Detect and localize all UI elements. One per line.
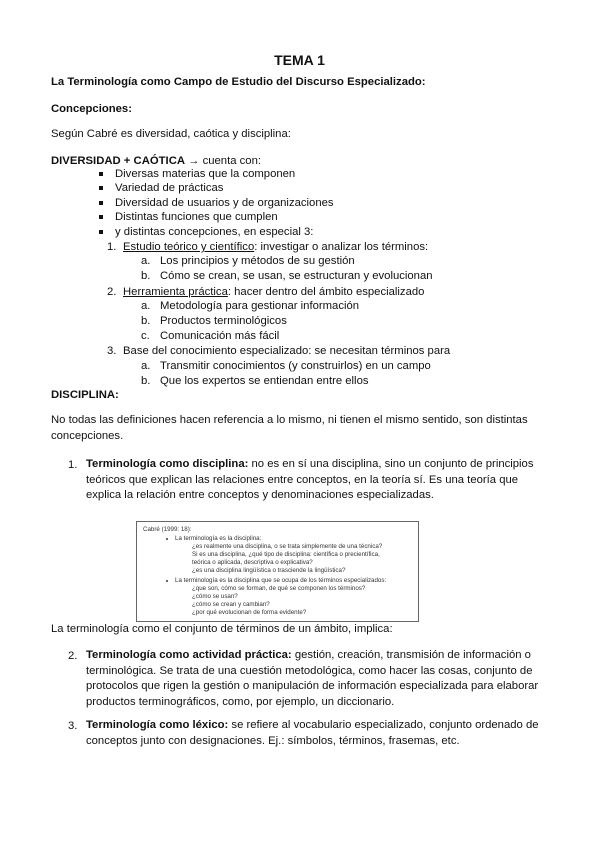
list-item-bold: Terminología como actividad práctica: xyxy=(86,649,292,661)
figure-line: ¿que son, cómo se forman, de qué se componen los términos? xyxy=(192,585,366,592)
sub-item-letter: b. xyxy=(141,270,151,282)
figure-caption: Cabré (1999: 18): xyxy=(143,526,192,533)
list-item-number: 2. xyxy=(68,650,78,662)
bullet-square-icon xyxy=(99,215,103,219)
numbered-item-text xyxy=(123,240,428,255)
embedded-figure xyxy=(136,521,419,622)
figure-bullet-text: La terminología es la disciplina que se ocupa de los términos especializados: xyxy=(175,577,387,584)
numbered-item-number: 2. xyxy=(107,286,117,298)
bullet-square-icon xyxy=(99,201,103,205)
page-title: TEMA 1 xyxy=(274,52,325,68)
list-item-bold: Terminología como léxico: xyxy=(86,719,229,731)
numbered-item-term: Estudio teórico y científico xyxy=(123,241,255,253)
figure-line: ¿cómo se usan? xyxy=(192,593,238,600)
numbered-item-text xyxy=(123,285,424,300)
bullet-item: Variedad de prácticas xyxy=(115,182,224,194)
bullet-item: y distintas concepciones, en especial 3: xyxy=(115,226,314,238)
sub-item-letter: a. xyxy=(141,360,151,372)
figure-line: ¿es realmente una disciplina, o se trata simplemente de una técnica? xyxy=(192,543,383,550)
figure-bullet-text: La terminología es la disciplina: xyxy=(175,535,262,542)
sub-item-letter: c. xyxy=(141,330,150,342)
list-item-text: gestión, creación, transmisión de información o terminológica. Se trata de una cuestión metodológica, como hacer las cosas, conjunto de protocolos que rigen la gestión o manipulación de información especializada para elaborar productos terminográficos, como, por ejemplo, un diccionario. xyxy=(86,649,539,708)
numbered-item-text: Base del conocimiento especializado: se necesitan términos para xyxy=(123,345,451,357)
figure-line: ¿es una disciplina lingüística o trasciende la lingüística? xyxy=(192,567,346,574)
disciplina-heading: DISCIPLINA: xyxy=(51,389,119,401)
concepciones-heading: Concepciones: xyxy=(51,103,132,115)
sub-item-text: Cómo se crean, se usan, se estructuran y evolucionan xyxy=(160,270,433,282)
bullet-item: Diversas materias que la componen xyxy=(115,168,296,180)
bullet-square-icon xyxy=(99,186,103,190)
bullet-square-icon xyxy=(99,230,103,234)
numbered-item-rest: : investigar o analizar los términos: xyxy=(254,241,429,253)
bullet-square-icon xyxy=(99,172,103,176)
diversidad-tail: → cuenta con: xyxy=(185,155,261,167)
numbered-item-number: 3. xyxy=(107,345,117,357)
document-subtitle: La Terminología como Campo de Estudio del Discurso Especializado: xyxy=(51,76,426,88)
list-item-number: 1. xyxy=(68,459,78,471)
implica-text: La terminología como el conjunto de términos de un ámbito, implica: xyxy=(51,623,393,635)
list-item-text: no es en sí una disciplina, sino un conjunto de principios teóricos que explican las relaciones entre conceptos, en la teoría sí. Es una teoría que explica la relación entre conceptos y denominaciones especializadas. xyxy=(86,458,534,501)
figure-line: Si es una disciplina, ¿qué tipo de disciplina: científica o precientífica, xyxy=(192,551,380,558)
list-item-paragraph xyxy=(86,718,554,749)
intro-text: Según Cabré es diversidad, caótica y disciplina: xyxy=(51,128,291,140)
bullet-item: Diversidad de usuarios y de organizaciones xyxy=(115,197,334,209)
list-item-paragraph xyxy=(86,457,554,504)
sub-item-text: Transmitir conocimientos (y construirlos) en un campo xyxy=(160,360,431,372)
list-item-text: se refiere al vocabulario especializado, conjunto ordenado de conceptos junto con designaciones. Ej.: símbolos, términos, frasemas, etc. xyxy=(86,719,539,747)
sub-item-text: Que los expertos se entiendan entre ellos xyxy=(160,375,369,387)
numbered-item-term: Herramienta práctica xyxy=(123,286,228,298)
sub-item-text: Comunicación más fácil xyxy=(160,330,280,342)
sub-item-letter: b. xyxy=(141,375,151,387)
list-item-paragraph xyxy=(86,648,554,710)
list-item-bold: Terminología como disciplina: xyxy=(86,458,249,470)
figure-bullet-icon xyxy=(166,580,168,582)
list-item-number: 3. xyxy=(68,720,78,732)
sub-item-letter: a. xyxy=(141,255,151,267)
figure-line: teórica o aplicada, descriptiva o explicativa? xyxy=(192,559,313,566)
figure-bullet-icon xyxy=(166,538,168,540)
figure-line: ¿por qué evolucionan de forma evidente? xyxy=(192,609,307,616)
disciplina-paragraph: No todas las definiciones hacen referencia a lo mismo, ni tienen el mismo sentido, son distintas concepciones. xyxy=(51,414,528,442)
numbered-item-number: 1. xyxy=(107,241,117,253)
figure-line: ¿cómo se crean y cambian? xyxy=(192,601,270,608)
bullet-item: Distintas funciones que cumplen xyxy=(115,211,278,223)
diversidad-label: DIVERSIDAD + CAÓTICA xyxy=(51,155,186,167)
sub-item-letter: b. xyxy=(141,315,151,327)
numbered-item-rest: : hacer dentro del ámbito especializado xyxy=(227,286,425,298)
sub-item-text: Metodología para gestionar información xyxy=(160,300,360,312)
sub-item-text: Productos terminológicos xyxy=(160,315,287,327)
sub-item-letter: a. xyxy=(141,300,151,312)
sub-item-text: Los principios y métodos de su gestión xyxy=(160,255,355,267)
